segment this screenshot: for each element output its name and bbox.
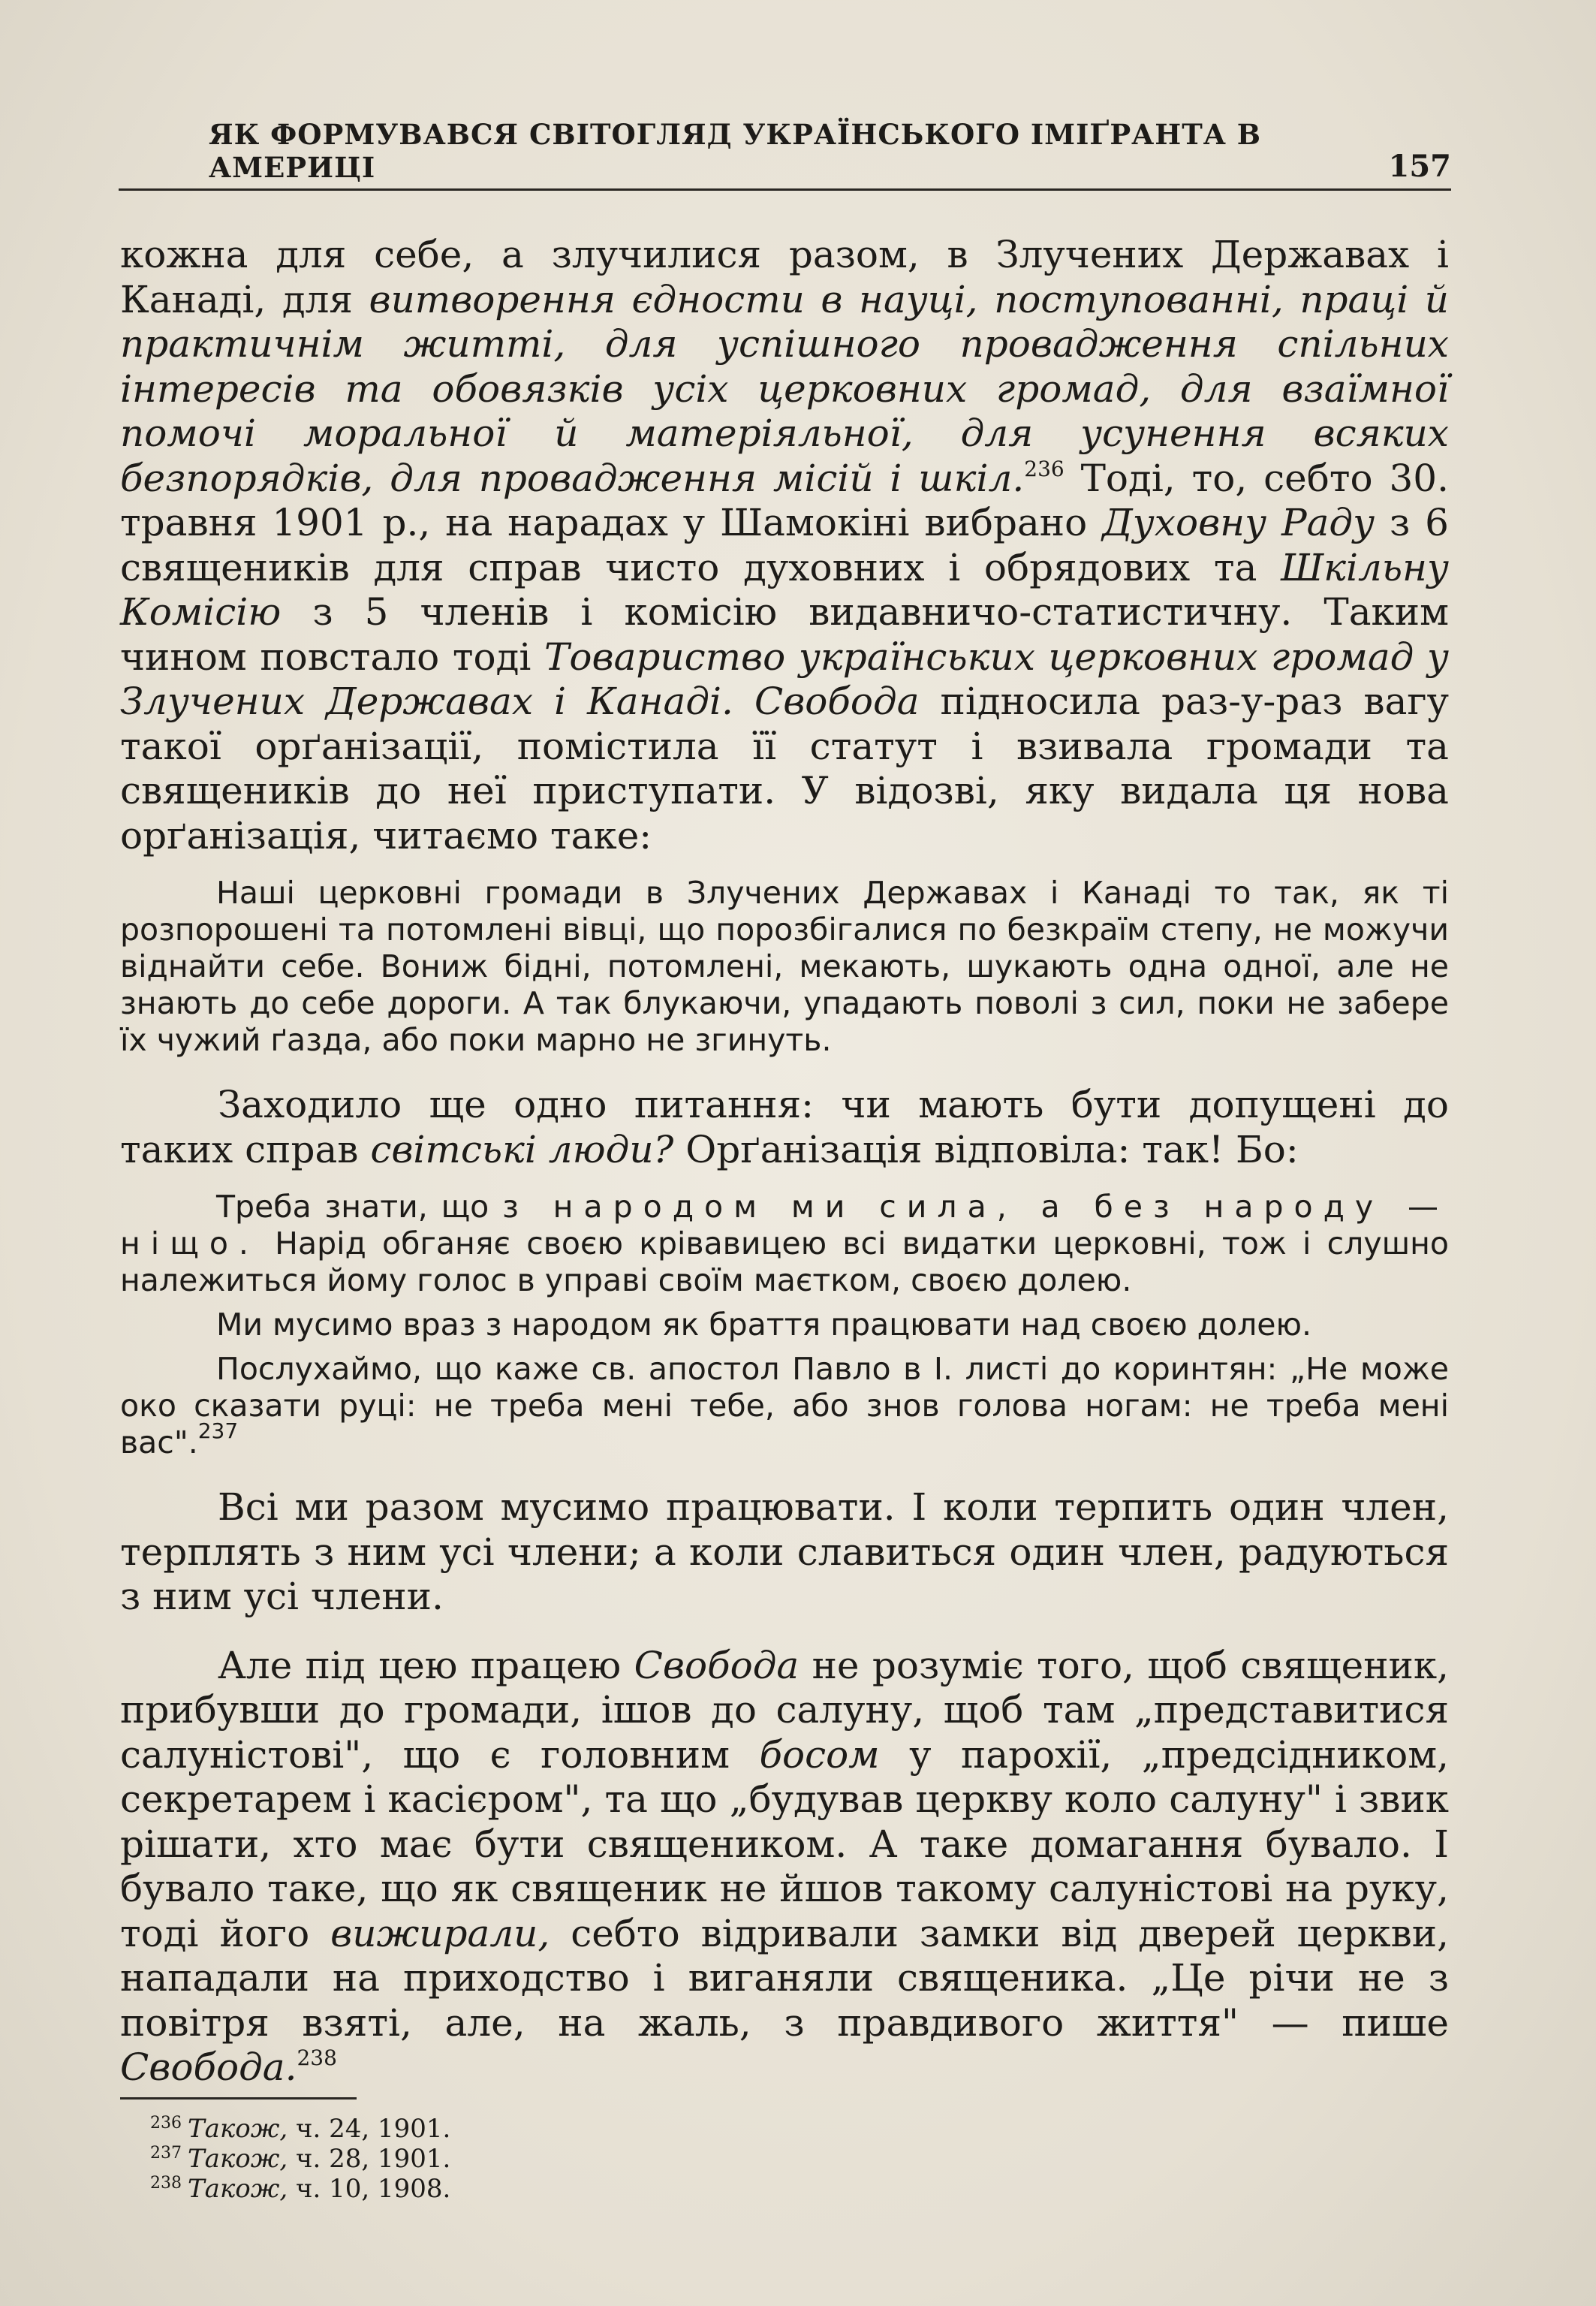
footnote-number: 236 <box>150 2114 182 2133</box>
page-number: 157 <box>1388 149 1451 184</box>
text-run: Орґанізація відповіла: так! Бо: <box>673 1127 1299 1171</box>
text-run: Треба знати, що <box>216 1189 503 1225</box>
quote-1 <box>120 875 1449 1059</box>
spaced-emphasis: з народом ми сила, а без народу — ніщо. <box>120 1189 1449 1262</box>
paragraph-2 <box>120 1083 1449 1172</box>
page-body <box>120 233 1449 2090</box>
footnote-source: Також, <box>188 2144 288 2174</box>
text-run: кожна для себе, а злучилися разом, в Злучених Державах і Канаді, для <box>120 233 1449 321</box>
quote-2 <box>120 1189 1449 1461</box>
text-run: з 6 священиків для справ чисто духовних і обрядових та <box>120 501 1449 589</box>
running-header <box>119 118 1451 191</box>
italic-run: Свобода <box>634 1643 800 1687</box>
text-run: Але під цею працею <box>218 1643 634 1687</box>
footnotes <box>150 2114 450 2204</box>
footnote-ref: ч. 10, 1908. <box>288 2174 451 2204</box>
footnote-source: Також, <box>188 2174 288 2204</box>
italic-run: босом <box>759 1732 880 1777</box>
running-title: ЯК ФОРМУВАВСЯ СВІТОГЛЯД УКРАЇНСЬКОГО ІМІҐРАНТА В АМЕРИЦІ <box>209 118 1262 184</box>
text-run: Тоді, то, себто 30. травня 1901 р., на нарадах у Шамокіні вибрано <box>120 456 1449 544</box>
footnote-item <box>150 2174 450 2204</box>
text-run: не розуміє того, щоб священик, прибувши до громади, ішов до салуну, щоб там „представитися салуністові", що є головним <box>120 1643 1449 1777</box>
text-run: з 5 членів і комісію видавничо-статистичну. Таким чином повстало тоді <box>120 590 1449 679</box>
italic-run: світські люди? <box>370 1127 674 1171</box>
italic-run: Свобода. <box>120 2045 297 2089</box>
footnote-number: 237 <box>150 2144 182 2163</box>
italic-run: витворення єдности в науці, поступованні, праці й практичнім житті, для успішного провадження спільних інтересів та обовязків усіх церковних громад, для взаїмної помочі моральної й матеріяльної, для усунення всяких безпорядків, для провадження місій і шкіл. <box>120 277 1449 500</box>
text-run: Заходило ще одно питання: чи мають бути допущені до таких справ <box>120 1083 1449 1171</box>
paragraph-text: Всі ми разом мусимо працювати. І коли терпить один член, терплять з ним усі члени; а коли славиться один член, радуються з ним усі члени. <box>120 1485 1449 1618</box>
footnote-divider <box>120 2097 357 2100</box>
text-run: Послухаймо, що каже св. апостол Павло в І. листі до коринтян: „Не може око сказати руці: не треба мені тебе, або знов голова ногам: не треба мені вас". <box>120 1351 1449 1460</box>
quote-text: Наші церковні громади в Злучених Державах і Канаді то так, як ті розпорошені та потомлені вівці, що порозбігалися по безкраїм степу, не можучи віднайти себе. Вониж бідні, потомлені, мекають, шукають одна одної, але не знають до себе дороги. А так блукаючи, упадають поволі з сил, поки не забере їх чужий ґазда, або поки марно не згинуть. <box>120 875 1449 1058</box>
footnote-ref: ч. 28, 1901. <box>288 2144 451 2174</box>
text-run: у парохії, „предсідником, секретарем і касієром", та що „будував церкву коло салуну" і звик рішати, хто має бути священиком. А таке домагання бувало. І бувало таке, що як священик не йшов такому салуністові на руку, тоді його <box>120 1732 1449 1955</box>
footnote-item <box>150 2114 450 2144</box>
footnote-ref-236: 236 <box>1024 456 1065 481</box>
footnote-ref: ч. 24, 1901. <box>288 2114 451 2144</box>
footnote-ref-237: 237 <box>197 1418 239 1443</box>
paragraph-1 <box>120 233 1449 858</box>
quote-text: Ми мусимо враз з народом як браття працювати над своєю долею. <box>216 1307 1312 1343</box>
italic-run: Товариство українських церковних громад у Злучених Державах і Канаді. Свобода <box>120 635 1449 723</box>
footnote-number: 238 <box>150 2174 182 2193</box>
text-run: себто відривали замки від дверей церкви, нападали на приходство і виганяли священика. „Це річи не з повітря взяті, але, на жаль, з правдивого життя" — пише <box>120 1911 1449 2045</box>
italic-run: вижирали, <box>330 1911 550 1955</box>
footnote-ref-238: 238 <box>297 2045 337 2070</box>
text-run: Нарід обганяє своєю крівавицею всі видатки церковні, тож і слушно належиться йому голос в управі своїм маєтком, своєю долею. <box>120 1225 1449 1298</box>
footnote-item <box>150 2144 450 2174</box>
italic-run: Духовну Раду <box>1102 501 1375 544</box>
paragraph-3 <box>120 1485 1449 1620</box>
footnote-source: Також, <box>188 2114 288 2144</box>
paragraph-4 <box>120 1644 1449 2090</box>
italic-run: Шкільну Комісію <box>120 545 1449 634</box>
text-run: підносила раз-у-раз вагу такої орґанізації, помістила її статут і взивала громади та священиків до неї приступати. У відозві, яку видала ця нова орґанізація, читаємо таке: <box>120 680 1449 858</box>
